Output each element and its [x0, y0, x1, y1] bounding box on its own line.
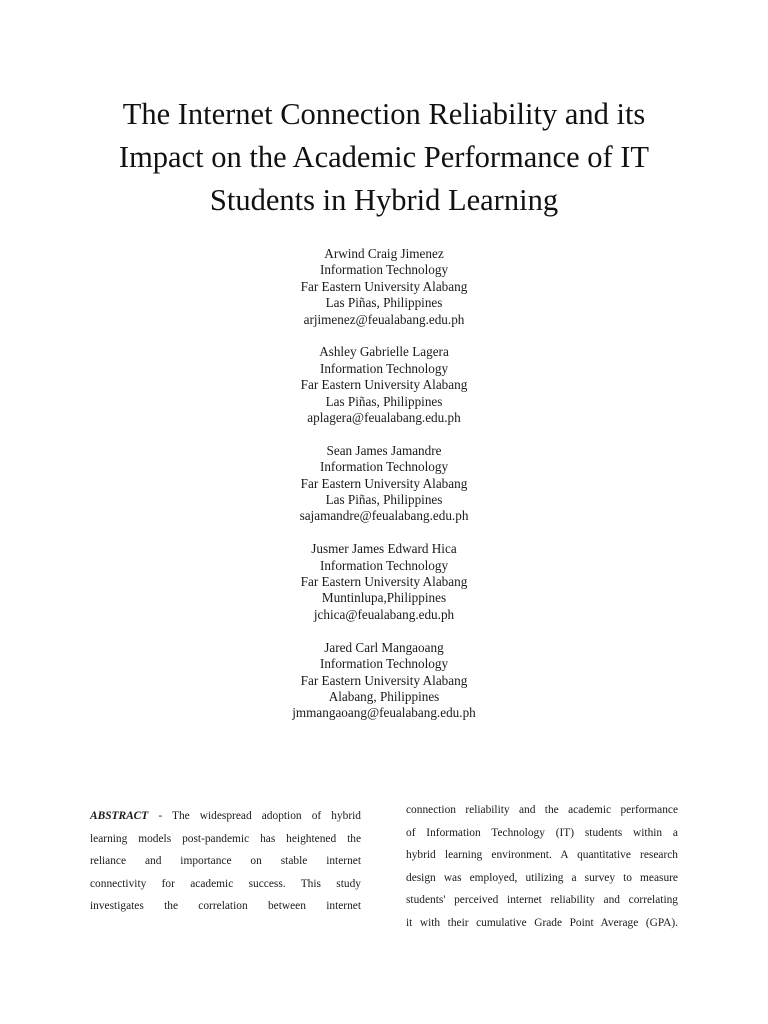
abstract-line: reliance and importance on stable internet — [90, 855, 361, 868]
abstract-line: investigates the correlation between internet — [90, 900, 361, 913]
abstract-line: connectivity for academic success. This study — [90, 877, 361, 890]
author-block — [184, 640, 584, 722]
abstract-line: it with their cumulative Grade Point Average (GPA). — [406, 916, 678, 929]
author-location: Las Piñas, Philippines — [325, 492, 443, 508]
abstract-column-right — [406, 799, 678, 935]
author-email: aplagera@feualabang.edu.ph — [307, 410, 461, 426]
abstract-column-left — [90, 805, 361, 918]
author-name: Jusmer James Edward Hica — [311, 541, 457, 557]
title-line: The Internet Connection Reliability and its — [122, 97, 646, 131]
author-location: Muntinlupa,Philippines — [321, 590, 447, 606]
author-institution: Far Eastern University Alabang — [300, 278, 468, 294]
abstract-line: hybrid learning environment. A quantitative research — [406, 849, 678, 862]
author-department: Information Technology — [319, 262, 449, 278]
author-institution: Far Eastern University Alabang — [300, 672, 468, 688]
abstract-text: - The widespread adoption of hybrid — [148, 810, 361, 822]
title-line: Impact on the Academic Performance of IT — [118, 140, 650, 174]
author-name: Arwind Craig Jimenez — [324, 246, 444, 261]
author-location: Las Piñas, Philippines — [325, 393, 443, 409]
abstract-line: students' perceived internet reliability and correlating — [406, 894, 678, 907]
abstract-line — [90, 805, 361, 828]
author-institution: Far Eastern University Alabang — [300, 574, 468, 590]
title-line: Students in Hybrid Learning — [209, 183, 559, 217]
author-email: jmmangaoang@feualabang.edu.ph — [292, 705, 476, 721]
author-department: Information Technology — [319, 656, 449, 672]
author-location: Las Piñas, Philippines — [325, 295, 443, 311]
abstract-line: of Information Technology (IT) students within a — [406, 826, 678, 839]
author-name: Ashley Gabrielle Lagera — [319, 344, 449, 360]
author-location: Alabang, Philippines — [328, 688, 440, 704]
author-department: Information Technology — [319, 557, 449, 573]
author-institution: Far Eastern University Alabang — [300, 377, 468, 393]
author-email: arjimenez@feualabang.edu.ph — [303, 311, 465, 327]
author-institution: Far Eastern University Alabang — [300, 475, 468, 491]
author-department: Information Technology — [319, 360, 449, 376]
author-email: jchica@feualabang.edu.ph — [313, 606, 455, 622]
abstract-line: connection reliability and the academic performance — [406, 804, 678, 816]
author-name: Jared Carl Mangaoang — [324, 639, 444, 655]
author-department: Information Technology — [319, 459, 449, 475]
author-block — [184, 443, 584, 525]
paper-title — [60, 93, 708, 222]
author-block — [184, 344, 584, 426]
author-list — [184, 246, 584, 738]
author-block — [184, 246, 584, 328]
abstract-line: learning models post-pandemic has heightened the — [90, 832, 361, 845]
abstract-label: ABSTRACT — [90, 810, 149, 822]
author-email: sajamandre@feualabang.edu.ph — [299, 508, 469, 524]
author-name: Sean James Jamandre — [326, 442, 442, 458]
author-block — [184, 541, 584, 623]
abstract-line: design was employed, utilizing a survey to measure — [406, 871, 678, 884]
